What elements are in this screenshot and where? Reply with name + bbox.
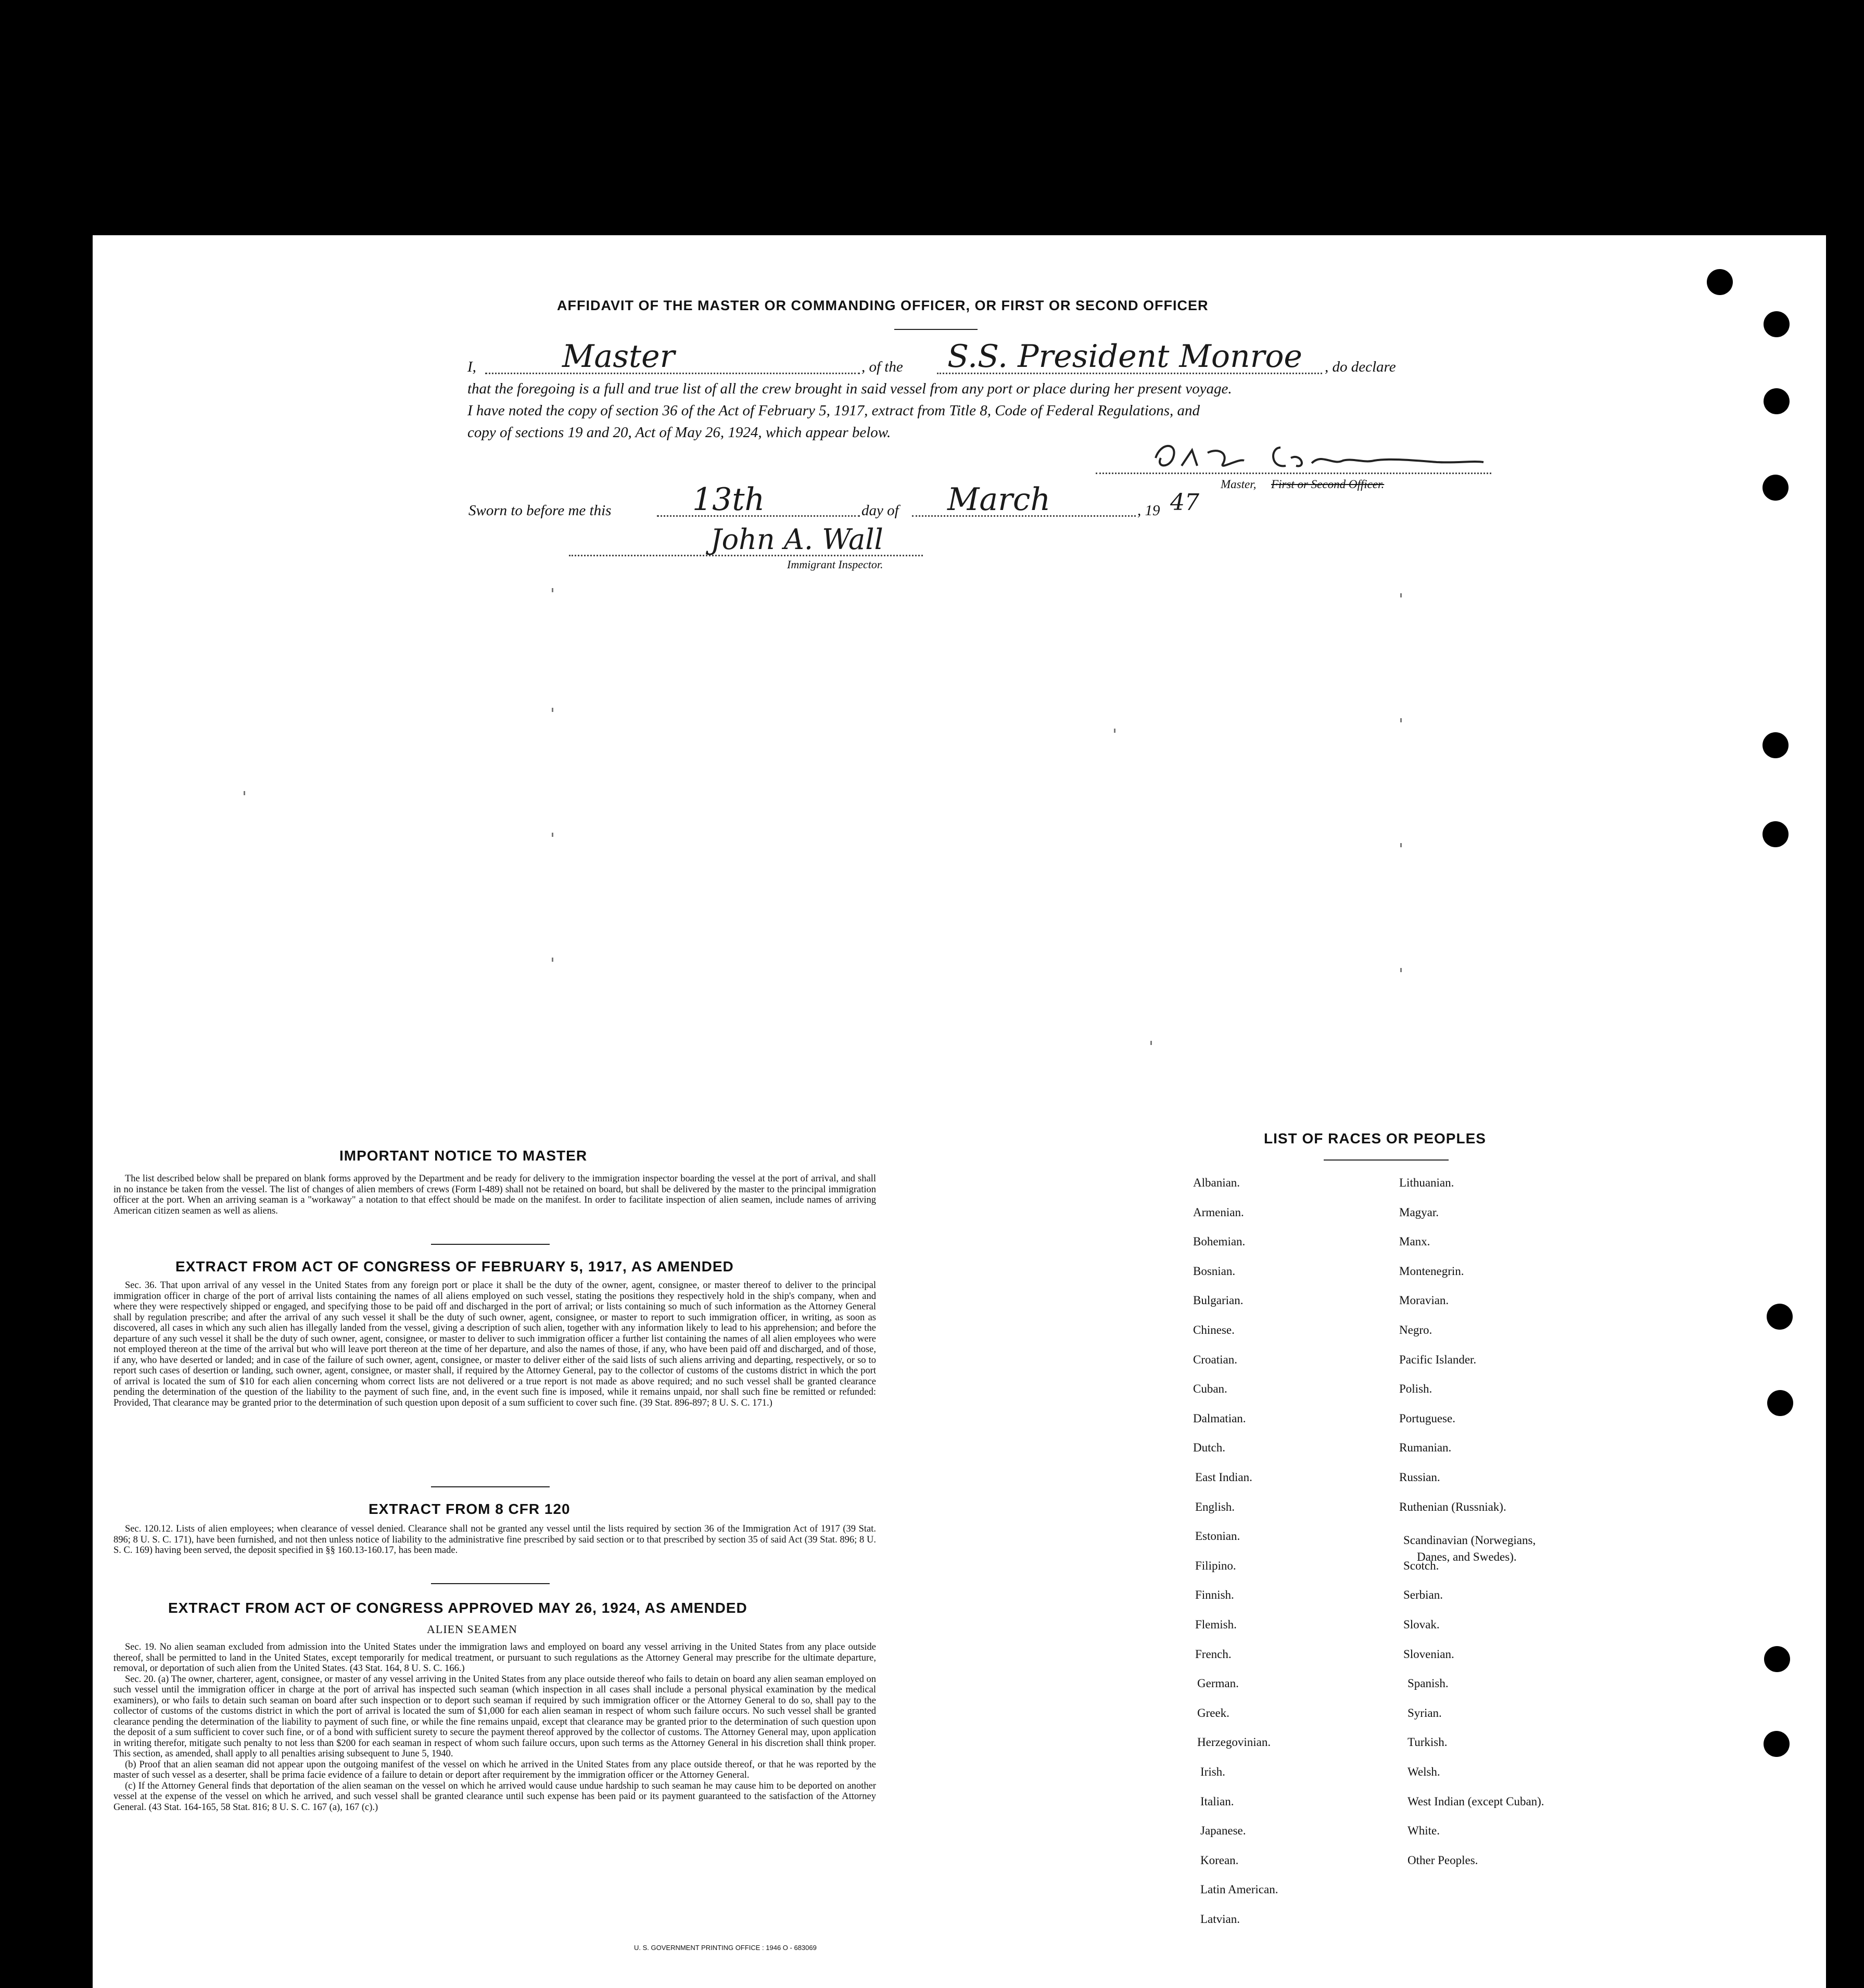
race-item: Slovenian. — [1403, 1648, 1454, 1661]
race-item: Spanish. — [1407, 1677, 1449, 1690]
race-item: Manx. — [1399, 1235, 1430, 1248]
punch-hole — [1762, 821, 1789, 847]
column-mark — [1150, 1041, 1152, 1045]
race-item: Dalmatian. — [1193, 1412, 1246, 1425]
affidavit-line3: I have noted the copy of section 36 of the Act of February 5, 1917, extract from Title 8, Code of Federal Regulations, and — [467, 402, 1200, 419]
extract-1924-body — [113, 1642, 876, 1813]
race-item: Bulgarian. — [1193, 1294, 1244, 1307]
inspector-signature: John A. Wall — [711, 523, 883, 556]
inspector-label: Immigrant Inspector. — [787, 558, 883, 571]
day-of-label: day of — [861, 502, 899, 519]
race-item: Greek. — [1197, 1706, 1229, 1719]
punch-hole — [1767, 1390, 1793, 1416]
race-item: Scotch. — [1403, 1559, 1439, 1572]
year-prefix: , 19 — [1137, 502, 1160, 519]
section-rule — [431, 1244, 550, 1245]
race-item: Bohemian. — [1193, 1235, 1246, 1248]
race-item: Montenegrin. — [1399, 1265, 1464, 1278]
title-rule — [894, 329, 978, 330]
notice-paragraph: The list described below shall be prepared on blank forms approved by the Department and be ready for delivery to the immigration inspector boarding the vessel at the port of arrival, and shall in no instance be taken from the vessel. The list of changes of alien members of crews (Form I-489) shall not be retained on board, but shall be delivered by the master to the principal immigration officer at the port. When an arriving seaman is a "workaway" a notation to that effect should be made on the manifest. In order to facilitate inspection of alien seamen, include names of arriving American citizen seamen as well as aliens. — [113, 1174, 876, 1216]
race-item: Latvian. — [1200, 1913, 1240, 1926]
alien-seamen-subtitle: ALIEN SEAMEN — [427, 1623, 517, 1636]
sec20c-paragraph: (c) If the Attorney General finds that deportation of the alien seaman on the vessel on which he arrived would cause undue hardship to such seaman he may cause him to be deported on another vessel at the expense of the vessel on which he arrived, and such vessel shall be granted clearance until such expense has been paid or its payment guaranteed to the satisfaction of the Attorney General. (43 Stat. 164-165, 58 Stat. 816; 8 U. S. C. 167 (a), 167 (c).) — [113, 1780, 876, 1813]
extract-1917-body — [113, 1280, 876, 1408]
race-item: Ruthenian (Russniak). — [1399, 1500, 1506, 1513]
sworn-label: Sworn to before me this — [468, 502, 612, 519]
race-item: White. — [1407, 1824, 1440, 1837]
declarant-handwriting: Master — [562, 338, 675, 375]
race-item: Latin American. — [1200, 1883, 1278, 1896]
struck-officer-label: First or Second Officer. — [1271, 478, 1385, 491]
column-mark — [552, 588, 553, 592]
race-item: Lithuanian. — [1399, 1176, 1454, 1189]
affidavit-line2: that the foregoing is a full and true list of all the crew brought in said vessel from any port or place during her present voyage. — [467, 380, 1232, 397]
race-item: Serbian. — [1403, 1588, 1443, 1601]
race-item: Italian. — [1200, 1795, 1234, 1808]
column-mark — [552, 708, 553, 712]
punch-hole — [1767, 1304, 1793, 1330]
race-item: Herzegovinian. — [1197, 1736, 1271, 1749]
extract-1917-title: EXTRACT FROM ACT OF CONGRESS OF FEBRUARY 5, 1917, AS AMENDED — [175, 1258, 734, 1275]
race-item: Danes, and Swedes). — [1417, 1550, 1517, 1563]
of-the-label: , of the — [861, 359, 903, 375]
column-mark — [552, 833, 553, 837]
punch-hole — [1762, 475, 1789, 501]
cfr-paragraph: Sec. 120.12. Lists of alien employees; when clearance of vessel denied. Clearance shall not be granted any vessel until the lists required by section 36 of the Immigration Act of 1917 (39 Stat. 896; 8 U. S. C. 171), have been furnished, and not then unless notice of liability to the administrative fine prescribed by said section or to that prescribed by section 35 of said Act (39 Stat. 896; 8 U. S. C. 169) having been served, the deposit specified in §§ 160.13-160.17, has been made. — [113, 1524, 876, 1556]
race-item: Scandinavian (Norwegians, — [1403, 1534, 1536, 1547]
punch-hole — [1764, 1731, 1790, 1757]
month-handwriting: March — [947, 481, 1051, 518]
sec20b-paragraph: (b) Proof that an alien seaman did not appear upon the outgoing manifest of the vessel on which he arrived in the United States from any place outside thereof, or that he was reported by the master of such vessel as a deserter, shall be prima facie evidence of a failure to detain or deport after requirement by the immigration officer or the Attorney General. — [113, 1759, 876, 1780]
race-item: Other Peoples. — [1407, 1854, 1478, 1867]
column-mark — [1400, 968, 1402, 972]
master-signature — [1145, 437, 1489, 479]
extract-cfr-body — [113, 1524, 876, 1556]
column-mark — [244, 791, 245, 795]
punch-hole — [1762, 732, 1789, 758]
notice-body — [113, 1174, 876, 1216]
race-item: Syrian. — [1407, 1706, 1442, 1719]
race-item: English. — [1195, 1500, 1235, 1513]
race-item: Pacific Islander. — [1399, 1353, 1477, 1366]
race-item: Croatian. — [1193, 1353, 1237, 1366]
races-title: LIST OF RACES OR PEOPLES — [1264, 1130, 1486, 1146]
race-item: Russian. — [1399, 1471, 1440, 1484]
extract-1924-title: EXTRACT FROM ACT OF CONGRESS APPROVED MAY 26, 1924, AS AMENDED — [168, 1600, 747, 1616]
punch-hole — [1707, 269, 1733, 295]
race-item: Bosnian. — [1193, 1265, 1236, 1278]
race-item: Flemish. — [1195, 1618, 1237, 1631]
column-mark — [1400, 718, 1402, 722]
vessel-handwriting: S.S. President Monroe — [947, 338, 1302, 375]
race-item: Turkish. — [1407, 1736, 1448, 1749]
race-item: Chinese. — [1193, 1323, 1235, 1336]
race-item: Irish. — [1200, 1765, 1225, 1778]
race-item: Negro. — [1399, 1323, 1432, 1336]
race-item: Polish. — [1399, 1382, 1432, 1395]
day-handwriting: 13th — [692, 481, 765, 518]
sec20a-paragraph: Sec. 20. (a) The owner, charterer, agent, consignee, or master of any vessel arriving in the United States from any place outside thereof who fails to detain on board any alien seaman employed on such vessel until the immigration officer in charge at the port of arrival has inspected such seaman (which inspection in all cases shall include a personal physical examination by the medical examiners), or who fails to detain such seaman on board after such inspection or to deport such seaman if required by such immigration officer or the Attorney General to do so, shall pay to the collector of customs of the customs district in which the port of arrival is located the sum of $1,000 for each alien seaman in respect of whom such failure occurs. No such vessel shall be granted clearance pending the determination of the liability to payment of such fine, or while the fine remains unpaid, except that clearance may be granted prior to the determination of such question upon the deposit of a sum sufficient to cover such fine, or of a bond with sufficient surety to secure the payment thereof approved by the collector of customs. The Attorney General may, upon application in writing therefor, mitigate such penalty to not less than $200 for each seaman in respect of whom such failure occurs, upon such terms as the Attorney General in his discretion shall think proper. This section, as amended, shall apply to all penalties arising subsequent to June 5, 1940. — [113, 1674, 876, 1759]
column-mark — [1114, 729, 1115, 733]
race-item: West Indian (except Cuban). — [1407, 1795, 1544, 1808]
race-item: French. — [1195, 1648, 1232, 1661]
punch-hole — [1764, 1646, 1790, 1672]
punch-hole — [1764, 311, 1790, 337]
race-item: Portuguese. — [1399, 1412, 1455, 1425]
race-item: Magyar. — [1399, 1206, 1439, 1219]
affidavit-line4: copy of sections 19 and 20, Act of May 26, 1924, which appear below. — [467, 424, 891, 441]
race-item: Rumanian. — [1399, 1441, 1452, 1454]
i-label: I, — [467, 359, 476, 375]
race-item: Cuban. — [1193, 1382, 1227, 1395]
race-item: Moravian. — [1399, 1294, 1449, 1307]
extract-cfr-title: EXTRACT FROM 8 CFR 120 — [369, 1501, 570, 1517]
race-item: East Indian. — [1195, 1471, 1252, 1484]
race-item: German. — [1197, 1677, 1239, 1690]
section-rule — [431, 1583, 550, 1584]
master-label: Master, — [1221, 478, 1257, 491]
section-rule — [431, 1486, 550, 1487]
column-mark — [552, 958, 553, 962]
printer-imprint: U. S. GOVERNMENT PRINTING OFFICE : 1946 O - 683069 — [634, 1944, 817, 1952]
punch-hole — [1764, 388, 1790, 414]
sec36-paragraph: Sec. 36. That upon arrival of any vessel in the United States from any foreign port or place it shall be the duty of the owner, agent, consignee, or master thereof to deliver to the principal immigration officer in charge of the port of arrival lists containing the names of all aliens employed on such vessel, stating the positions they respectively hold in the ship's company, when and where they were respectively shipped or engaged, and specifying those to be paid off and discharged in the port of arrival; or lists containing so much of such information as the Attorney General shall by regulation prescribe; and after the arrival of any such vessel it shall be the duty of such owner, agent, consignee, or master to report to such immigration officer, in writing, as soon as discovered, all cases in which any such alien has illegally landed from the vessel, giving a description of such alien, together with any information likely to lead to his apprehension; and before the departure of any such vessel it shall be the duty of such owner, agent, consignee, or master to deliver to such immigration officer a further list containing the names of all alien employees who were not employed thereon at the time of the arrival but who will leave port thereon at the time of her departure, and also the names of those, if any, who have been paid off and discharged, and of those, if any, who have deserted or landed; and in case of the failure of such owner, agent, consignee, or master to deliver either of the said lists of such aliens arriving and departing, respectively, or so to report such cases of desertion or landing, such owner, agent, consignee, or master shall, if required by the Attorney General, pay to the collector of customs of the customs district in which the port of arrival is located the sum of $10 for each alien concerning whom correct lists are not delivered or a true report is not made as above required; and no such vessel shall be granted clearance pending the determination of the question of the liability to the payment of such fine, and, in the event such fine is imposed, while it remains unpaid, nor shall such fine be remitted or refunded: Provided, That clearance may be granted prior to the determination of such question upon deposit of a sum sufficient to cover such fine. (39 Stat. 896-897; 8 U. S. C. 171.) — [113, 1280, 876, 1408]
do-declare-label: , do declare — [1325, 359, 1396, 375]
race-item: Japanese. — [1200, 1824, 1246, 1837]
race-item: Finnish. — [1195, 1588, 1234, 1601]
sec19-paragraph: Sec. 19. No alien seaman excluded from admission into the United States under the immigration laws and employed on board any vessel arriving in the United States from any place outside thereof, shall be permitted to land in the United States, except temporarily for medical treatment, or pursuant to such regulations as the Attorney General may prescribe for the ultimate departure, removal, or deportation of such alien from the United States. (43 Stat. 164, 8 U. S. C. 166.) — [113, 1642, 876, 1674]
notice-title: IMPORTANT NOTICE TO MASTER — [339, 1148, 588, 1164]
race-item: Filipino. — [1195, 1559, 1236, 1572]
race-item: Dutch. — [1193, 1441, 1225, 1454]
affidavit-title: AFFIDAVIT OF THE MASTER OR COMMANDING OFFICER, OR FIRST OR SECOND OFFICER — [557, 298, 1209, 313]
race-item: Albanian. — [1193, 1176, 1240, 1189]
race-item: Welsh. — [1407, 1765, 1440, 1778]
year-handwriting: 47 — [1170, 489, 1199, 516]
races-title-rule — [1324, 1159, 1449, 1161]
column-mark — [1400, 593, 1402, 597]
race-item: Estonian. — [1195, 1530, 1240, 1543]
race-item: Slovak. — [1403, 1618, 1440, 1631]
race-item: Korean. — [1200, 1854, 1239, 1867]
race-item: Armenian. — [1193, 1206, 1244, 1219]
column-mark — [1400, 843, 1402, 847]
